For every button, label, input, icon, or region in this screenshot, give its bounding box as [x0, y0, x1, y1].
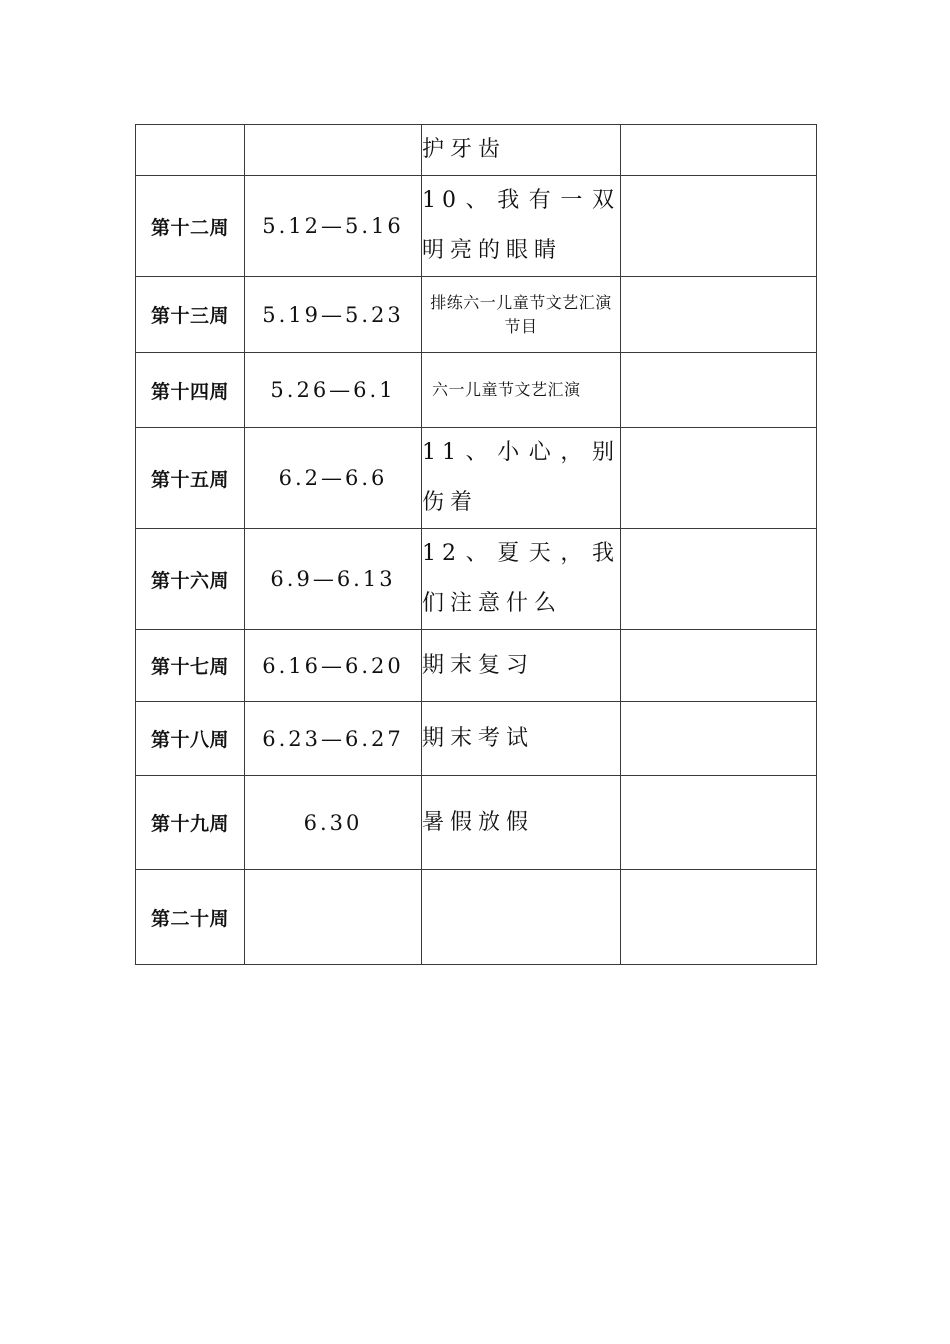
table-row — [136, 125, 817, 176]
note-cell — [621, 776, 817, 870]
week-cell — [136, 125, 245, 176]
table-row — [136, 702, 817, 776]
date-cell: 5.19—5.23 — [245, 277, 422, 353]
note-cell — [621, 630, 817, 702]
teaching-schedule-table — [135, 124, 817, 965]
week-cell: 第十六周 — [136, 529, 245, 630]
week-cell: 第二十周 — [136, 870, 245, 965]
content-cell: 10、我有一双明亮的眼睛 — [422, 176, 621, 277]
table-row — [136, 870, 817, 965]
week-cell: 第十三周 — [136, 277, 245, 353]
content-cell: 护牙齿 — [422, 125, 621, 176]
table-row — [136, 630, 817, 702]
content-cell: 11、小心，别伤着 — [422, 428, 621, 529]
content-cell: 12、夏天，我们注意什么 — [422, 529, 621, 630]
note-cell — [621, 125, 817, 176]
date-cell: 6.30 — [245, 776, 422, 870]
date-cell: 5.26—6.1 — [245, 353, 422, 428]
date-cell: 6.9—6.13 — [245, 529, 422, 630]
content-cell: 暑假放假 — [422, 776, 621, 870]
week-cell: 第十五周 — [136, 428, 245, 529]
week-cell: 第十九周 — [136, 776, 245, 870]
note-cell — [621, 353, 817, 428]
date-cell — [245, 125, 422, 176]
table-row — [136, 529, 817, 630]
date-cell: 6.16—6.20 — [245, 630, 422, 702]
note-cell — [621, 529, 817, 630]
week-cell: 第十七周 — [136, 630, 245, 702]
date-cell — [245, 870, 422, 965]
table-row — [136, 353, 817, 428]
content-cell: 排练六一儿童节文艺汇演节目 — [422, 277, 621, 353]
note-cell — [621, 870, 817, 965]
table-row — [136, 428, 817, 529]
content-cell: 期末复习 — [422, 630, 621, 702]
date-cell: 6.2—6.6 — [245, 428, 422, 529]
content-cell: 六一儿童节文艺汇演 — [422, 353, 621, 428]
table-row — [136, 776, 817, 870]
note-cell — [621, 176, 817, 277]
content-cell: 期末考试 — [422, 702, 621, 776]
table-row — [136, 176, 817, 277]
note-cell — [621, 428, 817, 529]
note-cell — [621, 277, 817, 353]
table-row — [136, 277, 817, 353]
note-cell — [621, 702, 817, 776]
week-cell: 第十四周 — [136, 353, 245, 428]
date-cell: 5.12—5.16 — [245, 176, 422, 277]
week-cell: 第十二周 — [136, 176, 245, 277]
week-cell: 第十八周 — [136, 702, 245, 776]
date-cell: 6.23—6.27 — [245, 702, 422, 776]
content-cell — [422, 870, 621, 965]
